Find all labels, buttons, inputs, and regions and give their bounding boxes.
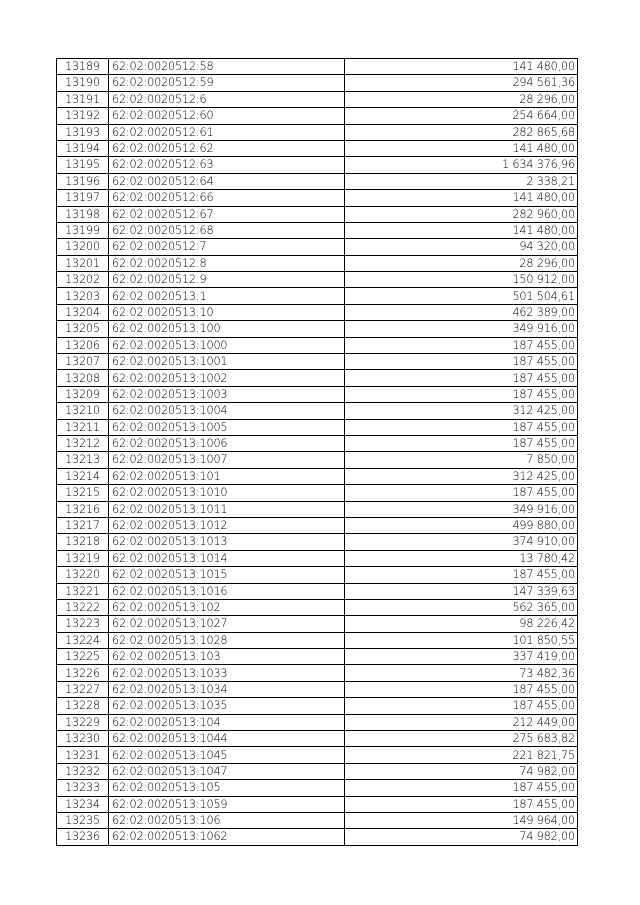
table-row [57,485,578,501]
table-row [57,272,578,288]
cadastral-value-cell: 275 683,82 [345,731,578,747]
row-number-cell: 13225 [57,649,109,665]
cadastral-number-cell: 62:02:0020513:1027 [109,616,345,632]
cadastral-value-cell: 141 480,00 [345,222,578,238]
table-row [57,534,578,550]
cadastral-value-cell: 337 419,00 [345,649,578,665]
table-row [57,321,578,337]
cadastre-value-table [56,58,578,846]
cadastral-number-cell: 62:02:0020513:1005 [109,419,345,435]
cadastral-value-cell: 73 482,36 [345,665,578,681]
cadastral-number-cell: 62:02:0020512:68 [109,222,345,238]
cadastral-number-cell: 62:02:0020513:1003 [109,386,345,402]
table-row [57,108,578,124]
cadastral-value-cell: 28 296,00 [345,255,578,271]
table-row [57,75,578,91]
table-row [57,337,578,353]
row-number-cell: 13202 [57,272,109,288]
cadastral-number-cell: 62:02:0020513:1006 [109,435,345,451]
row-number-cell: 13197 [57,190,109,206]
table-row [57,583,578,599]
cadastral-number-cell: 62:02:0020513:105 [109,780,345,796]
table-row [57,157,578,173]
cadastral-value-cell: 349 916,00 [345,501,578,517]
cadastral-value-cell: 374 910,00 [345,534,578,550]
row-number-cell: 13216 [57,501,109,517]
row-number-cell: 13206 [57,337,109,353]
table-row [57,91,578,107]
cadastral-number-cell: 62:02:0020513:1015 [109,567,345,583]
row-number-cell: 13219 [57,550,109,566]
cadastral-value-cell: 74 982,00 [345,829,578,845]
row-number-cell: 13224 [57,632,109,648]
table-body [57,59,578,846]
cadastral-number-cell: 62:02:0020513:1 [109,288,345,304]
cadastral-number-cell: 62:02:0020513:1001 [109,354,345,370]
row-number-cell: 13201 [57,255,109,271]
row-number-cell: 13229 [57,714,109,730]
table-row [57,140,578,156]
row-number-cell: 13222 [57,599,109,615]
cadastral-value-cell: 187 455,00 [345,681,578,697]
cadastral-value-cell: 187 455,00 [345,780,578,796]
row-number-cell: 13226 [57,665,109,681]
table-row [57,681,578,697]
cadastral-value-cell: 187 455,00 [345,698,578,714]
table-row [57,649,578,665]
cadastral-number-cell: 62:02:0020513:100 [109,321,345,337]
cadastral-value-cell: 187 455,00 [345,354,578,370]
row-number-cell: 13209 [57,386,109,402]
table-row [57,616,578,632]
table-row [57,173,578,189]
cadastral-value-cell: 13 780,42 [345,550,578,566]
cadastral-value-cell: 349 916,00 [345,321,578,337]
row-number-cell: 13203 [57,288,109,304]
cadastral-value-cell: 187 455,00 [345,435,578,451]
table-row [57,698,578,714]
cadastral-value-cell: 282 865,68 [345,124,578,140]
cadastral-value-cell: 141 480,00 [345,140,578,156]
cadastral-value-cell: 187 455,00 [345,370,578,386]
row-number-cell: 13208 [57,370,109,386]
cadastral-value-cell: 254 664,00 [345,108,578,124]
cadastral-value-cell: 221 821,75 [345,747,578,763]
cadastral-value-cell: 141 480,00 [345,59,578,75]
cadastral-value-cell: 212 449,00 [345,714,578,730]
table-row [57,599,578,615]
row-number-cell: 13223 [57,616,109,632]
row-number-cell: 13235 [57,812,109,828]
cadastral-number-cell: 62:02:0020512:59 [109,75,345,91]
cadastral-number-cell: 62:02:0020512:64 [109,173,345,189]
cadastral-number-cell: 62:02:0020513:104 [109,714,345,730]
row-number-cell: 13198 [57,206,109,222]
cadastral-number-cell: 62:02:0020513:1013 [109,534,345,550]
table-row [57,222,578,238]
row-number-cell: 13227 [57,681,109,697]
table-row [57,550,578,566]
table-row [57,435,578,451]
row-number-cell: 13196 [57,173,109,189]
table-row [57,190,578,206]
cadastral-number-cell: 62:02:0020513:1010 [109,485,345,501]
row-number-cell: 13228 [57,698,109,714]
cadastral-value-cell: 150 912,00 [345,272,578,288]
cadastral-number-cell: 62:02:0020513:103 [109,649,345,665]
row-number-cell: 13230 [57,731,109,747]
cadastral-number-cell: 62:02:0020513:1004 [109,403,345,419]
row-number-cell: 13194 [57,140,109,156]
cadastral-value-cell: 187 455,00 [345,485,578,501]
table-row [57,829,578,845]
cadastral-number-cell: 62:02:0020513:1014 [109,550,345,566]
cadastral-number-cell: 62:02:0020512:6 [109,91,345,107]
cadastral-number-cell: 62:02:0020513:106 [109,812,345,828]
cadastral-number-cell: 62:02:0020513:1045 [109,747,345,763]
cadastral-number-cell: 62:02:0020513:1011 [109,501,345,517]
cadastral-value-cell: 187 455,00 [345,567,578,583]
cadastral-number-cell: 62:02:0020513:1016 [109,583,345,599]
row-number-cell: 13195 [57,157,109,173]
table-row [57,59,578,75]
cadastral-value-cell: 2 338,21 [345,173,578,189]
row-number-cell: 13211 [57,419,109,435]
cadastral-value-cell: 312 425,00 [345,468,578,484]
row-number-cell: 13217 [57,517,109,533]
cadastral-value-cell: 101 850,55 [345,632,578,648]
cadastral-value-cell: 187 455,00 [345,386,578,402]
cadastral-value-cell: 1 634 376,96 [345,157,578,173]
cadastral-number-cell: 62:02:0020512:67 [109,206,345,222]
table-row [57,632,578,648]
cadastral-value-cell: 312 425,00 [345,403,578,419]
cadastral-number-cell: 62:02:0020512:9 [109,272,345,288]
row-number-cell: 13234 [57,796,109,812]
cadastral-value-cell: 562 365,00 [345,599,578,615]
cadastral-number-cell: 62:02:0020513:1028 [109,632,345,648]
cadastral-number-cell: 62:02:0020513:10 [109,304,345,320]
table-row [57,124,578,140]
table-row [57,763,578,779]
cadastral-number-cell: 62:02:0020512:7 [109,239,345,255]
cadastral-number-cell: 62:02:0020513:1002 [109,370,345,386]
table-row [57,239,578,255]
cadastral-number-cell: 62:02:0020512:61 [109,124,345,140]
cadastral-number-cell: 62:02:0020513:1035 [109,698,345,714]
table-row [57,255,578,271]
cadastral-number-cell: 62:02:0020513:1000 [109,337,345,353]
row-number-cell: 13236 [57,829,109,845]
cadastral-value-cell: 282 960,00 [345,206,578,222]
table-row [57,403,578,419]
cadastral-value-cell: 149 964,00 [345,812,578,828]
row-number-cell: 13233 [57,780,109,796]
row-number-cell: 13191 [57,91,109,107]
row-number-cell: 13199 [57,222,109,238]
cadastral-value-cell: 141 480,00 [345,190,578,206]
table-row [57,567,578,583]
cadastral-number-cell: 62:02:0020513:101 [109,468,345,484]
table-row [57,370,578,386]
cadastral-value-cell: 294 561,36 [345,75,578,91]
cadastral-number-cell: 62:02:0020513:1047 [109,763,345,779]
table-row [57,517,578,533]
table-row [57,665,578,681]
cadastral-number-cell: 62:02:0020513:1062 [109,829,345,845]
cadastral-value-cell: 499 880,00 [345,517,578,533]
row-number-cell: 13205 [57,321,109,337]
cadastral-number-cell: 62:02:0020512:63 [109,157,345,173]
cadastral-number-cell: 62:02:0020513:102 [109,599,345,615]
table-row [57,780,578,796]
table-row [57,731,578,747]
cadastral-value-cell: 28 296,00 [345,91,578,107]
cadastral-number-cell: 62:02:0020512:58 [109,59,345,75]
table-row [57,812,578,828]
table-row [57,288,578,304]
cadastral-value-cell: 98 226,42 [345,616,578,632]
cadastral-number-cell: 62:02:0020513:1033 [109,665,345,681]
row-number-cell: 13214 [57,468,109,484]
cadastral-value-cell: 147 339,63 [345,583,578,599]
row-number-cell: 13193 [57,124,109,140]
cadastral-number-cell: 62:02:0020513:1012 [109,517,345,533]
row-number-cell: 13210 [57,403,109,419]
table-row [57,452,578,468]
row-number-cell: 13231 [57,747,109,763]
cadastral-value-cell: 187 455,00 [345,796,578,812]
cadastral-number-cell: 62:02:0020512:66 [109,190,345,206]
row-number-cell: 13232 [57,763,109,779]
cadastral-number-cell: 62:02:0020512:60 [109,108,345,124]
row-number-cell: 13215 [57,485,109,501]
cadastral-value-cell: 7 850,00 [345,452,578,468]
cadastral-value-cell: 501 504,61 [345,288,578,304]
row-number-cell: 13218 [57,534,109,550]
row-number-cell: 13220 [57,567,109,583]
cadastral-number-cell: 62:02:0020513:1044 [109,731,345,747]
table-row [57,304,578,320]
row-number-cell: 13213 [57,452,109,468]
table-row [57,386,578,402]
table-row [57,206,578,222]
table-row [57,354,578,370]
table-row [57,714,578,730]
cadastral-number-cell: 62:02:0020513:1034 [109,681,345,697]
table-row [57,468,578,484]
row-number-cell: 13189 [57,59,109,75]
cadastral-value-cell: 187 455,00 [345,337,578,353]
cadastral-number-cell: 62:02:0020512:62 [109,140,345,156]
row-number-cell: 13190 [57,75,109,91]
cadastral-value-cell: 94 320,00 [345,239,578,255]
cadastral-number-cell: 62:02:0020513:1059 [109,796,345,812]
row-number-cell: 13207 [57,354,109,370]
row-number-cell: 13204 [57,304,109,320]
table-row [57,747,578,763]
table-row [57,796,578,812]
row-number-cell: 13221 [57,583,109,599]
row-number-cell: 13192 [57,108,109,124]
cadastral-value-cell: 462 389,00 [345,304,578,320]
table-row [57,501,578,517]
cadastral-value-cell: 74 982,00 [345,763,578,779]
cadastral-number-cell: 62:02:0020513:1007 [109,452,345,468]
cadastral-value-cell: 187 455,00 [345,419,578,435]
table-row [57,419,578,435]
row-number-cell: 13200 [57,239,109,255]
cadastral-number-cell: 62:02:0020512:8 [109,255,345,271]
row-number-cell: 13212 [57,435,109,451]
